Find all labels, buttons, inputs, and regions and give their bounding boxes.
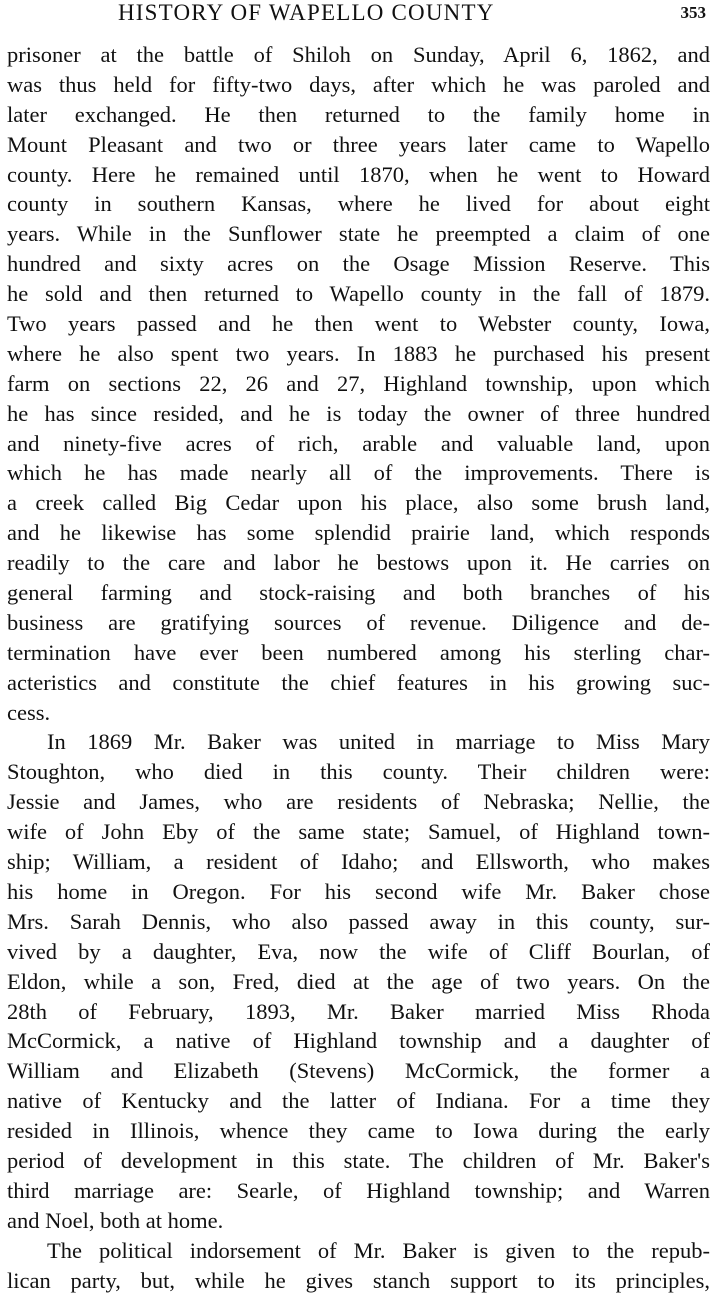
text-line: years. While in the Sunflower state he preempted a claim of one (7, 221, 710, 247)
text-line: later exchanged. He then returned to the family home in (7, 101, 710, 127)
text-line: Two years passed and he then went to Webster county, Iowa, (7, 311, 710, 337)
text-line: period of development in this state. The children of Mr. Baker's (7, 1147, 710, 1173)
text-line: his home in Oregon. For his second wife Mr. Baker chose (7, 878, 710, 904)
text-line: prisoner at the battle of Shiloh on Sunday, April 6, 1862, and (7, 42, 710, 67)
text-line: business are gratifying sources of revenue. Diligence and de- (7, 609, 710, 635)
text-line: readily to the care and labor he bestows upon it. He carries on (7, 550, 710, 576)
text-line: William and Elizabeth (Stevens) McCormick, the former a (7, 1058, 710, 1084)
text-line: wife of John Eby of the same state; Samuel, of Highland town- (7, 819, 710, 845)
text-line: he has since resided, and he is today the owner of three hundred (7, 400, 710, 426)
text-line: 28th of February, 1893, Mr. Baker married Miss Rhoda (7, 998, 710, 1024)
text-line: Eldon, while a son, Fred, died at the age of two years. On the (7, 968, 710, 994)
text-line: and he likewise has some splendid prairie land, which responds (7, 520, 710, 546)
paragraph (7, 727, 710, 1235)
text-line: county. Here he remained until 1870, when he went to Howard (7, 161, 710, 187)
text-line: farm on sections 22, 26 and 27, Highland township, upon which (7, 370, 710, 396)
page-number: 353 (680, 3, 706, 22)
text-line: Jessie and James, who are residents of Nebraska; Nellie, the (7, 789, 710, 815)
running-title: HISTORY OF WAPELLO COUNTY (118, 0, 495, 25)
text-line: Mount Pleasant and two or three years later came to Wapello (7, 131, 710, 157)
text-line: In 1869 Mr. Baker was united in marriage to Miss Mary (47, 729, 710, 755)
paragraph (7, 1236, 710, 1295)
text-line: The political indorsement of Mr. Baker is given to the repub- (47, 1237, 710, 1263)
text-line: vived by a daughter, Eva, now the wife of Cliff Bourlan, of (7, 938, 710, 964)
text-line: and ninety-five acres of rich, arable and valuable land, upon (7, 430, 710, 456)
text-line: termination have ever been numbered among his sterling char- (7, 639, 710, 665)
text-line: general farming and stock-raising and both branches of his (7, 580, 710, 606)
text-line: resided in Illinois, whence they came to Iowa during the early (7, 1118, 710, 1144)
text-line: hundred and sixty acres on the Osage Mission Reserve. This (7, 251, 710, 277)
text-line: a creek called Big Cedar upon his place, also some brush land, (7, 490, 710, 516)
text-line: where he also spent two years. In 1883 he purchased his present (7, 340, 710, 366)
text-line: which he has made nearly all of the improvements. There is (7, 460, 710, 486)
body-text (7, 40, 710, 1295)
running-head (0, 0, 718, 30)
text-line: ship; William, a resident of Idaho; and Ellsworth, who makes (7, 849, 710, 875)
paragraph (7, 40, 710, 727)
text-line: Stoughton, who died in this county. Their children were: (7, 759, 710, 785)
text-line: native of Kentucky and the latter of Indiana. For a time they (7, 1088, 710, 1114)
text-line: lican party, but, while he gives stanch support to its principles, (7, 1267, 710, 1293)
text-line: and Noel, both at home. (7, 1207, 224, 1233)
text-line: Mrs. Sarah Dennis, who also passed away in this county, sur- (7, 908, 710, 934)
text-line: he sold and then returned to Wapello county in the fall of 1879. (7, 281, 710, 307)
text-line: was thus held for fifty-two days, after which he was paroled and (7, 71, 710, 97)
text-line: third marriage are: Searle, of Highland township; and Warren (7, 1177, 710, 1203)
text-line: county in southern Kansas, where he lived for about eight (7, 191, 710, 217)
text-line: cess. (7, 699, 51, 725)
text-line: acteristics and constitute the chief features in his growing suc- (7, 669, 710, 695)
text-line: McCormick, a native of Highland township and a daughter of (7, 1028, 710, 1054)
